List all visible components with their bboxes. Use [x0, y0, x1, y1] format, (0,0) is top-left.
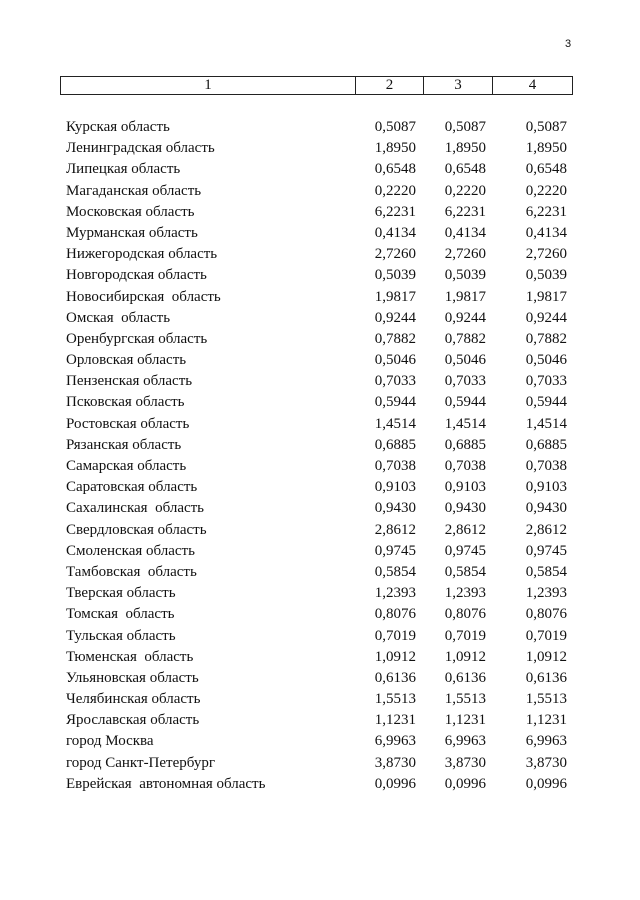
region-name: город Санкт-Петербург [66, 754, 215, 771]
value-col-3: 0,7038 [444, 458, 486, 474]
value-col-4: 1,0912 [525, 648, 567, 665]
table-row [0, 117, 640, 138]
region-name: Свердловская область [66, 521, 207, 538]
value-col-3: 0,5039 [444, 267, 486, 284]
value-col-2: 0,8076 [374, 606, 416, 623]
value-col-2: 0,6548 [374, 161, 416, 178]
value-col-4: 1,8950 [525, 140, 567, 157]
table-row [0, 604, 640, 625]
value-col-2: 6,9963 [374, 733, 416, 750]
value-col-3: 3,8730 [444, 754, 486, 771]
region-name: Ленинградская область [66, 140, 215, 157]
region-name: Рязанская область [66, 436, 182, 453]
region-name: Тамбовская область [66, 563, 197, 580]
region-name: Тюменская область [66, 648, 194, 665]
table-row [0, 371, 640, 392]
table-row [0, 202, 640, 223]
table-row [0, 498, 640, 519]
value-col-4: 0,4134 [525, 224, 567, 241]
table-row [0, 477, 640, 498]
table-row [0, 138, 640, 159]
table-row [0, 520, 640, 541]
value-col-2: 0,0996 [374, 775, 416, 792]
region-name: Ростовская область [66, 415, 190, 432]
value-col-2: 0,5087 [374, 119, 416, 135]
header-cell-col-2: 2 [356, 77, 424, 94]
table-row [0, 265, 640, 286]
value-col-4: 0,5039 [525, 267, 567, 284]
value-col-3: 0,5854 [444, 563, 486, 580]
value-col-3: 0,7033 [444, 373, 486, 390]
value-col-3: 0,7019 [444, 627, 486, 644]
value-col-2: 1,9817 [374, 288, 416, 305]
table-header [60, 76, 573, 95]
table-row [0, 414, 640, 435]
region-name: Томская область [66, 606, 175, 623]
value-col-4: 2,8612 [525, 521, 567, 538]
value-col-2: 0,7019 [374, 627, 416, 644]
value-col-3: 0,9103 [444, 479, 486, 496]
value-col-2: 1,1231 [374, 712, 416, 729]
value-col-2: 0,7038 [374, 458, 416, 474]
region-name: Новосибирская область [66, 288, 221, 305]
region-name: Смоленская область [66, 542, 195, 559]
region-name: Еврейская автономная область [66, 775, 266, 792]
value-col-2: 0,5854 [374, 563, 416, 580]
region-name: Псковская область [66, 394, 185, 411]
value-col-3: 1,0912 [444, 648, 486, 665]
region-name: Магаданская область [66, 182, 202, 199]
value-col-3: 2,7260 [444, 246, 486, 263]
region-name: Ярославская область [66, 712, 200, 729]
table-row [0, 181, 640, 202]
table-row [0, 435, 640, 456]
value-col-4: 3,8730 [525, 754, 567, 771]
value-col-4: 0,5944 [525, 394, 567, 411]
value-col-2: 0,7033 [374, 373, 416, 390]
value-col-2: 0,9745 [374, 542, 416, 559]
region-name: Курская область [66, 119, 170, 135]
value-col-2: 1,0912 [374, 648, 416, 665]
value-col-2: 2,8612 [374, 521, 416, 538]
table-body [0, 117, 640, 795]
value-col-4: 6,2231 [525, 203, 567, 220]
table-row [0, 308, 640, 329]
table-row [0, 774, 640, 795]
region-name: Новгородская область [66, 267, 207, 284]
value-col-4: 1,1231 [525, 712, 567, 729]
value-col-2: 0,6136 [374, 669, 416, 686]
value-col-3: 0,7882 [444, 330, 486, 347]
value-col-4: 0,8076 [525, 606, 567, 623]
page-number: 3 [565, 38, 572, 50]
region-name: Пензенская область [66, 373, 193, 390]
value-col-2: 0,9430 [374, 500, 416, 517]
value-col-4: 0,6136 [525, 669, 567, 686]
value-col-4: 0,5854 [525, 563, 567, 580]
value-col-3: 0,5087 [444, 119, 486, 135]
region-name: Нижегородская область [66, 246, 218, 263]
region-name: Мурманская область [66, 224, 198, 241]
region-name: Орловская область [66, 352, 187, 369]
value-col-3: 0,0996 [444, 775, 486, 792]
table-row [0, 456, 640, 477]
value-col-4: 6,9963 [525, 733, 567, 750]
value-col-3: 0,5046 [444, 352, 486, 369]
table-row [0, 583, 640, 604]
table-row [0, 392, 640, 413]
region-name: Омская область [66, 309, 171, 326]
value-col-3: 1,8950 [444, 140, 486, 157]
value-col-2: 0,6885 [374, 436, 416, 453]
table-row [0, 668, 640, 689]
value-col-2: 0,2220 [374, 182, 416, 199]
value-col-4: 0,6885 [525, 436, 567, 453]
table-row [0, 287, 640, 308]
value-col-2: 1,8950 [374, 140, 416, 157]
table-row [0, 350, 640, 371]
table-row [0, 689, 640, 710]
value-col-3: 6,2231 [444, 203, 486, 220]
value-col-4: 0,7019 [525, 627, 567, 644]
table-row [0, 710, 640, 731]
value-col-2: 1,4514 [374, 415, 416, 432]
value-col-3: 0,2220 [444, 182, 486, 199]
value-col-3: 0,4134 [444, 224, 486, 241]
value-col-4: 1,4514 [525, 415, 567, 432]
value-col-3: 0,5944 [444, 394, 486, 411]
value-col-3: 0,6885 [444, 436, 486, 453]
value-col-2: 6,2231 [374, 203, 416, 220]
value-col-3: 1,1231 [444, 712, 486, 729]
value-col-4: 0,6548 [525, 161, 567, 178]
table-row [0, 159, 640, 180]
value-col-4: 0,7882 [525, 330, 567, 347]
region-name: Ульяновская область [66, 669, 199, 686]
region-name: Тверская область [66, 585, 176, 602]
value-col-2: 0,5039 [374, 267, 416, 284]
table-row [0, 731, 640, 752]
value-col-4: 0,9745 [525, 542, 567, 559]
header-cell-col-3: 3 [424, 77, 493, 94]
value-col-2: 1,2393 [374, 585, 416, 602]
table-row [0, 562, 640, 583]
value-col-3: 0,9745 [444, 542, 486, 559]
table-row [0, 647, 640, 668]
value-col-4: 0,9244 [525, 309, 567, 326]
table-row [0, 541, 640, 562]
header-cell-col-1: 1 [61, 77, 356, 94]
value-col-2: 2,7260 [374, 246, 416, 263]
region-name: Липецкая область [66, 161, 181, 178]
value-col-4: 1,2393 [525, 585, 567, 602]
value-col-4: 0,0996 [525, 775, 567, 792]
value-col-4: 0,5087 [525, 119, 567, 135]
value-col-3: 1,4514 [444, 415, 486, 432]
table-row [0, 223, 640, 244]
region-name: Саратовская область [66, 479, 198, 496]
region-name: город Москва [66, 733, 154, 750]
value-col-3: 0,6548 [444, 161, 486, 178]
value-col-2: 0,4134 [374, 224, 416, 241]
value-col-2: 0,5046 [374, 352, 416, 369]
region-name: Самарская область [66, 458, 187, 474]
value-col-2: 1,5513 [374, 691, 416, 708]
value-col-3: 0,9244 [444, 309, 486, 326]
value-col-4: 0,9103 [525, 479, 567, 496]
value-col-2: 3,8730 [374, 754, 416, 771]
region-name: Московская область [66, 203, 195, 220]
region-name: Сахалинская область [66, 500, 205, 517]
value-col-4: 1,5513 [525, 691, 567, 708]
value-col-3: 6,9963 [444, 733, 486, 750]
value-col-2: 0,7882 [374, 330, 416, 347]
value-col-4: 1,9817 [525, 288, 567, 305]
value-col-3: 1,9817 [444, 288, 486, 305]
value-col-4: 0,9430 [525, 500, 567, 517]
value-col-3: 0,9430 [444, 500, 486, 517]
value-col-2: 0,9244 [374, 309, 416, 326]
region-name: Оренбургская область [66, 330, 208, 347]
value-col-4: 0,7038 [525, 458, 567, 474]
table-row [0, 329, 640, 350]
region-name: Тульская область [66, 627, 176, 644]
value-col-3: 0,8076 [444, 606, 486, 623]
value-col-3: 2,8612 [444, 521, 486, 538]
header-cell-col-4: 4 [528, 77, 537, 93]
value-col-4: 2,7260 [525, 246, 567, 263]
value-col-3: 0,6136 [444, 669, 486, 686]
value-col-4: 0,2220 [525, 182, 567, 199]
value-col-3: 1,2393 [444, 585, 486, 602]
value-col-2: 0,9103 [374, 479, 416, 496]
value-col-2: 0,5944 [374, 394, 416, 411]
table-row [0, 753, 640, 774]
region-name: Челябинская область [66, 691, 201, 708]
table-row [0, 626, 640, 647]
value-col-4: 0,7033 [525, 373, 567, 390]
value-col-3: 1,5513 [444, 691, 486, 708]
table-row [0, 244, 640, 265]
value-col-4: 0,5046 [525, 352, 567, 369]
